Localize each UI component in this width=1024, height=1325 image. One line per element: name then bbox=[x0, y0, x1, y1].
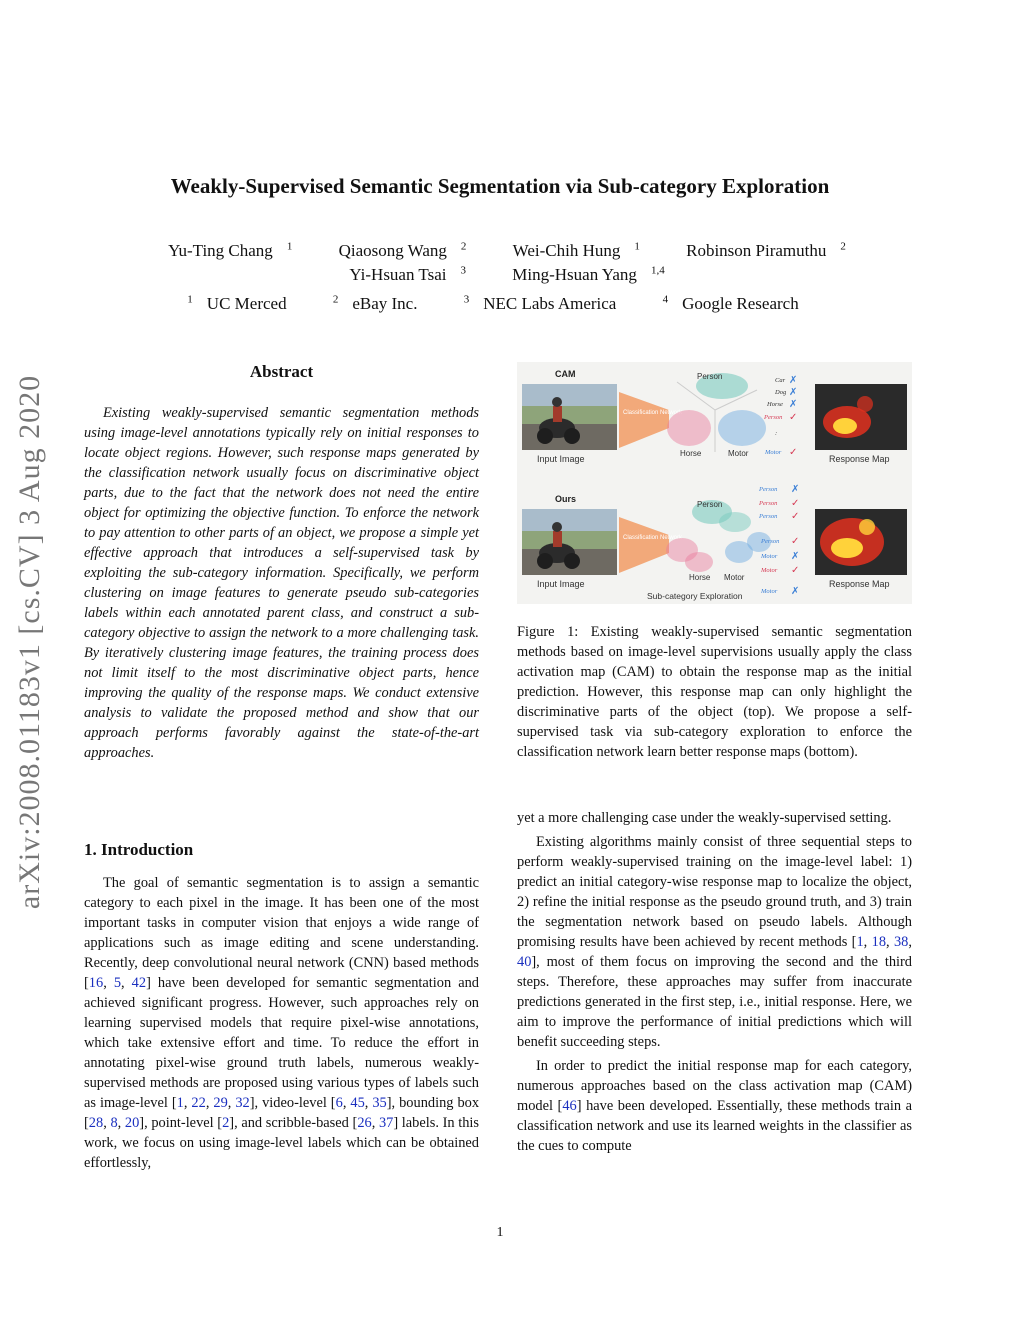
citation-link[interactable]: 40 bbox=[517, 954, 532, 970]
arxiv-stamp: arXiv:2008.01183v1 [cs.CV] 3 Aug 2020 bbox=[13, 374, 46, 910]
class-label: Person bbox=[759, 486, 778, 493]
class-label: Person bbox=[764, 414, 783, 421]
input-image-bottom bbox=[522, 509, 617, 575]
check-icon: ✓ bbox=[791, 498, 800, 509]
input-image-top bbox=[522, 384, 617, 450]
citation-link[interactable]: 46 bbox=[562, 1098, 577, 1114]
citation-link[interactable]: 8 bbox=[110, 1115, 118, 1131]
check-icon: ✓ bbox=[791, 536, 800, 547]
affiliations bbox=[0, 293, 1000, 314]
class-label: Horse bbox=[767, 401, 783, 408]
citation-link[interactable]: 32 bbox=[235, 1095, 250, 1111]
paragraph: yet a more challenging case under the weakly-supervised setting. bbox=[517, 810, 892, 826]
citation-link[interactable]: 29 bbox=[213, 1095, 228, 1111]
figure-1-caption bbox=[517, 622, 912, 762]
authors-line-2 bbox=[0, 264, 1000, 285]
citation-link[interactable]: 5 bbox=[113, 975, 122, 991]
page-number: 1 bbox=[496, 1225, 504, 1240]
citation-link[interactable]: 16 bbox=[88, 975, 104, 991]
caption-text: Figure 1: Existing weakly-supervised semantic segmentation methods based on image-level supervisions usually apply the class activation map (CAM) to obtain the response map as the initial prediction. However, this response map can only highlight the discriminative parts of the object (top). We propose a self-supervised task via sub-category exploration to enforce the classification network learn better response maps (bottom). bbox=[517, 624, 912, 760]
section-heading-introduction: 1. Introduction bbox=[84, 840, 194, 859]
citation-link[interactable]: 20 bbox=[124, 1115, 140, 1131]
response-map-bottom bbox=[815, 509, 907, 575]
citation-link[interactable]: 42 bbox=[131, 975, 147, 991]
abstract-text: Existing weakly-supervised semantic segmentation methods using image-level annotations typically rely on initial responses to locate object regions. However, such response maps generated by the classification network usually focus on discriminative object parts, due to the fact that the network does not need the entire object for optimizing the objective function. To enforce the network to pay attention to other parts of an object, we propose a simple yet effective approach that introduces a self-supervised task by exploiting the sub-category information. Specifically, we perform clustering on image features to generate pseudo sub-categories labels within each annotated parent class, and construct a sub-category objective to assign the network to a more challenging task. By iteratively clustering image features, the training process does not limit itself to the most discriminative object parts, hence improving the quality of the response maps. We conduct extensive analysis to validate the proposed method and show that our approach performs favorably against the state-of-the-art approaches. bbox=[84, 405, 479, 761]
horse-cluster-label-top: Horse bbox=[680, 449, 702, 458]
class-label: Motor bbox=[761, 567, 778, 574]
right-column-body bbox=[517, 808, 912, 1160]
cross-icon: ✗ bbox=[789, 387, 798, 398]
citation-link[interactable]: 37 bbox=[378, 1115, 394, 1131]
cross-icon: ✗ bbox=[791, 551, 800, 562]
class-label: Motor bbox=[765, 449, 782, 456]
classification-network-label-bottom: Classification Network bbox=[623, 535, 683, 541]
check-icon: ✓ bbox=[789, 412, 798, 423]
cross-icon: ✗ bbox=[791, 586, 800, 597]
affiliation: $^3$ NEC Labs America bbox=[463, 293, 617, 313]
cross-icon: ✗ bbox=[791, 484, 800, 495]
author: Yi-Hsuan Tsai $^3$ bbox=[349, 264, 466, 284]
class-label: Car bbox=[775, 377, 786, 384]
citation-link[interactable]: 2 bbox=[222, 1115, 230, 1131]
authors-line-1 bbox=[0, 240, 1000, 261]
subcategory-exploration-label: Sub-category Exploration bbox=[647, 591, 743, 601]
ours-label: Ours bbox=[555, 494, 577, 504]
response-map-label-bottom: Response Map bbox=[829, 579, 890, 589]
intro-body bbox=[84, 873, 479, 1173]
class-label: Dog bbox=[775, 389, 787, 396]
class-label: Person bbox=[759, 513, 778, 520]
author: Robinson Piramuthu $^2$ bbox=[686, 240, 846, 260]
citation-link[interactable]: 18 bbox=[871, 934, 887, 950]
class-label: Person bbox=[761, 538, 780, 545]
classification-network-label-top: Classification Network bbox=[623, 410, 683, 416]
affiliation: $^2$ eBay Inc. bbox=[332, 293, 418, 313]
paragraph: In order to predict the initial response map for each category, numerous approaches based on the class activation map (CAM) model [46] have been developed. Essentially, these methods train a classification network and use its learned weights in the classifier as the cues to compute bbox=[517, 1058, 912, 1154]
abstract-heading: Abstract bbox=[249, 362, 314, 381]
person-cluster-label-top: Person bbox=[697, 372, 723, 381]
affiliation: $^4$ Google Research bbox=[662, 293, 799, 313]
cam-label: CAM bbox=[555, 369, 576, 379]
citation-link[interactable]: 38 bbox=[893, 934, 909, 950]
citation-link[interactable]: 35 bbox=[372, 1095, 387, 1111]
response-map-top bbox=[815, 384, 907, 450]
class-label: Person bbox=[759, 500, 778, 507]
class-label: Motor bbox=[761, 588, 778, 595]
response-map-label-top: Response Map bbox=[829, 454, 890, 464]
class-label: Motor bbox=[761, 553, 778, 560]
person-cluster-label-bottom: Person bbox=[697, 500, 723, 509]
check-icon: ✓ bbox=[791, 565, 800, 576]
cross-icon: ✗ bbox=[789, 399, 798, 410]
figure-1-diagram bbox=[517, 362, 912, 604]
author: Wei-Chih Hung $^1$ bbox=[512, 240, 640, 260]
intro-paragraph: The goal of semantic segmentation is to assign a semantic category to each pixel in the image. It has been one of the most important tasks in computer vision that enjoys a wide range of applications such as image editing and scene understanding. Recently, deep convolutional neural network (CNN) based methods [16, 5, 42] have been developed for semantic segmentation and achieved significant progress. However, such approaches rely on learning supervised models that require pixel-wise annotations, which take extensive effort and time. To reduce the effort in annotating pixel-wise ground truth labels, numerous weakly-supervised methods are proposed using various types of labels such as image-level [1, 22, 29, 32], video-level [6, 45, 35], bounding box [28, 8, 20], point-level [2], and scribble-based [26, 37] labels. In this work, we focus on using image-level labels which can be obtained effortlessly, bbox=[84, 875, 480, 1171]
vdots: : bbox=[775, 430, 778, 437]
horse-cluster-label-bottom: Horse bbox=[689, 573, 711, 582]
motor-cluster-label-bottom: Motor bbox=[724, 573, 745, 582]
check-icon: ✓ bbox=[791, 511, 800, 522]
citation-link[interactable]: 1 bbox=[856, 934, 864, 950]
motor-cluster-label-top: Motor bbox=[728, 449, 749, 458]
citation-link[interactable]: 28 bbox=[88, 1115, 104, 1131]
author: Qiaosong Wang $^2$ bbox=[338, 240, 467, 260]
author: Yu-Ting Chang $^1$ bbox=[168, 240, 293, 260]
citation-link[interactable]: 1 bbox=[176, 1095, 184, 1111]
paragraph: Existing algorithms mainly consist of three sequential steps to perform weakly-supervised training on the image-level label: 1) predict an initial category-wise response map to localize the object, 2) refine the initial response as the pseudo ground truth, and 3) train the segmentation network based on pseudo labels. Although promising results have been achieved by recent methods [1, 18, 38, 40], most of them focus on improving the second and the third steps. Therefore, these approaches may suffer from inaccurate predictions generated in the first step, i.e., initial response. Here, we aim to improve the performance of initial predictions which will benefit succeeding steps. bbox=[517, 834, 912, 1050]
affiliation: $^1$ UC Merced bbox=[187, 293, 287, 313]
input-image-label-bottom: Input Image bbox=[537, 579, 585, 589]
input-image-label-top: Input Image bbox=[537, 454, 585, 464]
citation-link[interactable]: 6 bbox=[335, 1095, 343, 1111]
author: Ming-Hsuan Yang $^{1,4}$ bbox=[512, 264, 665, 284]
citation-link[interactable]: 45 bbox=[350, 1095, 365, 1111]
cross-icon: ✗ bbox=[789, 375, 798, 386]
abstract-body bbox=[84, 403, 479, 763]
check-icon: ✓ bbox=[789, 447, 798, 458]
figure-1 bbox=[517, 362, 912, 604]
citation-link[interactable]: 26 bbox=[357, 1115, 372, 1131]
citation-link[interactable]: 22 bbox=[191, 1095, 206, 1111]
paper-title: Weakly-Supervised Semantic Segmentation via Sub-category Exploration bbox=[170, 174, 830, 198]
